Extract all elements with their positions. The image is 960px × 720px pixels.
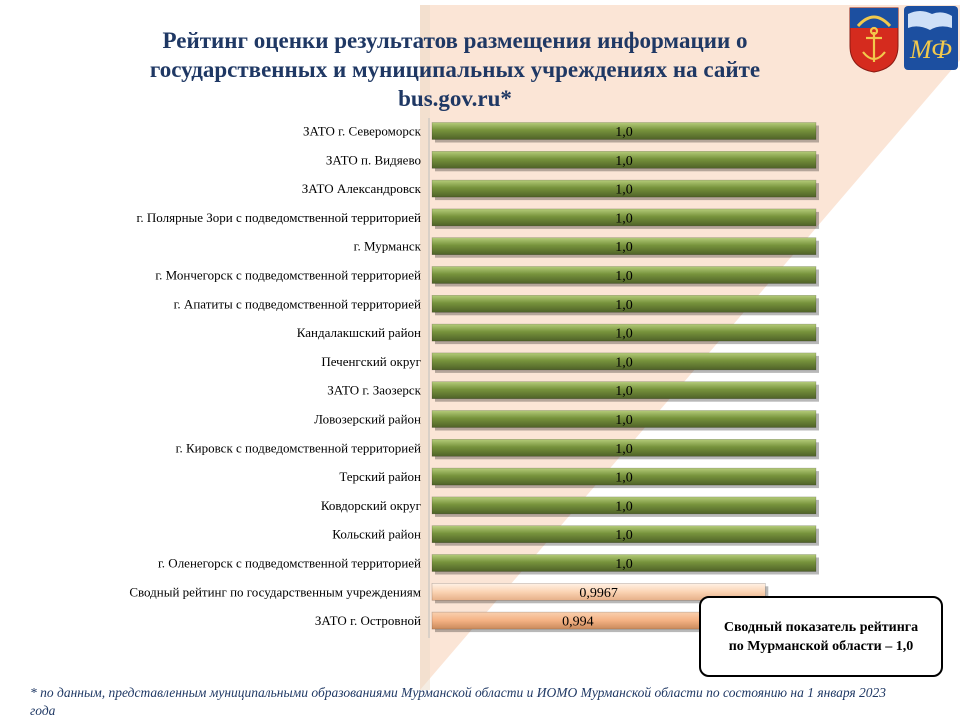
value-label: 1,0: [615, 125, 633, 140]
category-label: г. Кировск с подведомственной территорией: [175, 440, 421, 456]
value-label: 1,0: [615, 528, 633, 544]
value-label: 1,0: [615, 557, 633, 572]
category-label: г. Апатиты с подведомственной территорией: [173, 296, 421, 312]
value-label: 1,0: [615, 297, 633, 313]
summary-box: [699, 596, 943, 677]
value-label: 1,0: [615, 153, 633, 169]
title-line-2: государственных и муниципальных учреждениях на сайте: [149, 57, 761, 82]
category-label: ЗАТО г. Островной: [314, 613, 421, 629]
value-label: 1,0: [615, 499, 633, 515]
value-label: 0,9967: [579, 585, 618, 601]
summary-text: Сводный показатель рейтинга по Мурманской области – 1,0: [723, 619, 919, 654]
category-label: ЗАТО п. Видяево: [325, 152, 421, 168]
category-label: Кандалакшский район: [296, 325, 421, 341]
footnote: * по данным, представленным муниципальными образованиями Мурманской области и ИОМО Мурманской области по состоянию на 1 января 2023 года: [30, 685, 887, 718]
title-line-3: bus.gov.ru*: [398, 86, 512, 111]
category-label: Печенгский округ: [321, 353, 421, 369]
svg-text:МФ: МФ: [910, 35, 952, 64]
category-label: г. Мурманск: [353, 238, 421, 254]
value-label: 1,0: [615, 384, 633, 400]
category-label: Кольский район: [332, 526, 421, 542]
category-label: Ковдорский округ: [320, 497, 421, 513]
category-label: ЗАТО г. Североморск: [302, 123, 421, 139]
category-label: г. Мончегорск с подведомственной территорией: [155, 267, 421, 283]
value-label: 0,994: [562, 614, 594, 630]
value-label: 1,0: [615, 182, 633, 198]
category-label: Терский район: [339, 469, 421, 485]
value-label: 1,0: [615, 211, 633, 227]
value-label: 1,0: [615, 413, 633, 428]
category-label: Ловозерский район: [314, 411, 421, 427]
category-label: ЗАТО г. Заозерск: [327, 382, 421, 398]
value-label: 1,0: [615, 441, 633, 457]
value-label: 1,0: [615, 326, 633, 342]
category-label: г. Оленегорск с подведомственной территорией: [157, 555, 421, 571]
value-label: 1,0: [615, 240, 633, 256]
category-label: г. Полярные Зори с подведомственной территорией: [136, 209, 421, 225]
value-label: 1,0: [615, 470, 633, 486]
title-line-1: Рейтинг оценки результатов размещения информации о: [162, 28, 748, 53]
category-label: Сводный рейтинг по государственным учреждениям: [129, 584, 421, 600]
value-label: 1,0: [615, 355, 633, 371]
value-label: 1,0: [615, 269, 633, 284]
category-label: ЗАТО Александровск: [301, 181, 421, 197]
